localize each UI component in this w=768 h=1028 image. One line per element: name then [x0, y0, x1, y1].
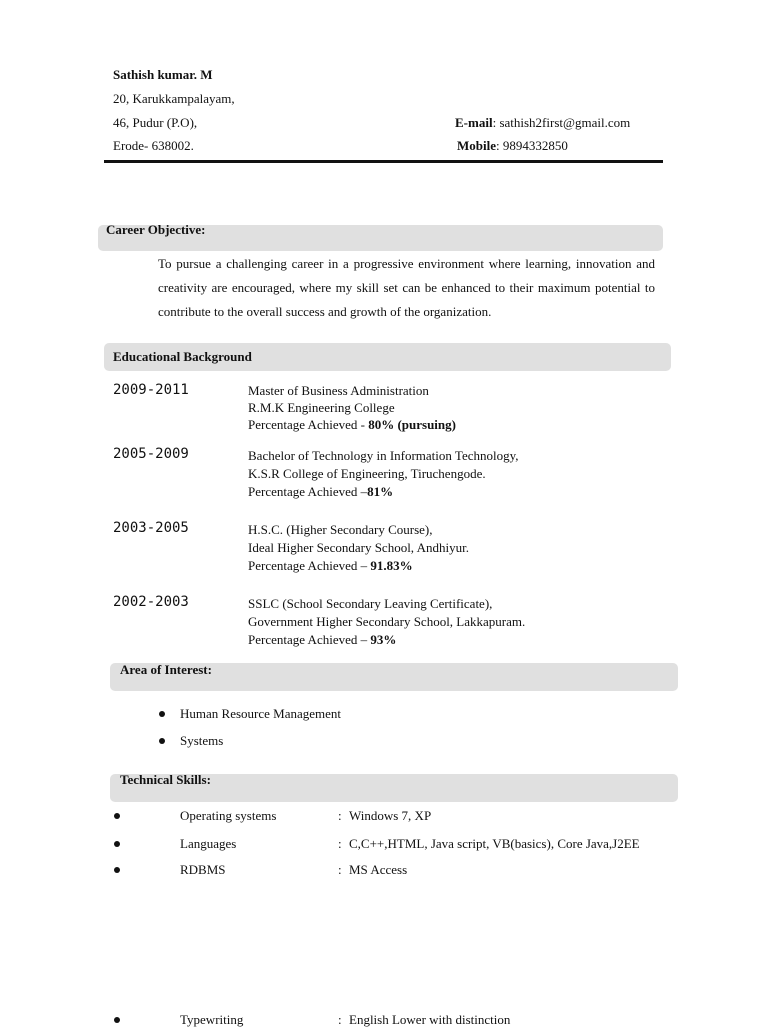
address-line-1: 20, Karukkampalayam,	[113, 91, 235, 106]
email-label: E-mail	[455, 115, 493, 130]
education-degree: Bachelor of Technology in Information Technology,	[248, 448, 519, 463]
education-percentage: Percentage Achieved – 93%	[248, 632, 397, 647]
interest-heading: Area of Interest:	[120, 662, 212, 677]
interest-item: Human Resource Management	[180, 706, 342, 721]
education-degree: H.S.C. (Higher Secondary Course),	[248, 522, 433, 537]
mobile-line: Mobile: 9894332850	[457, 138, 568, 153]
education-years: 2005-2009	[113, 446, 189, 462]
education-school: R.M.K Engineering College	[248, 400, 395, 415]
education-percentage: Percentage Achieved –81%	[248, 484, 394, 499]
skill-label: Operating systems	[180, 808, 277, 823]
interest-bar	[110, 663, 678, 691]
education-school: K.S.R College of Engineering, Tiruchengode.	[248, 466, 486, 481]
bullet-icon	[114, 867, 120, 873]
career-objective-heading: Career Objective:	[106, 222, 206, 237]
skill-label: RDBMS	[180, 862, 226, 877]
education-heading: Educational Background	[113, 349, 252, 364]
candidate-name: Sathish kumar. M	[113, 67, 213, 82]
skills-heading: Technical Skills:	[120, 772, 211, 787]
education-entry	[248, 521, 469, 575]
education-school: Government Higher Secondary School, Lakkapuram.	[248, 614, 526, 629]
skill-separator: :	[338, 808, 342, 823]
education-bar	[104, 343, 671, 371]
skill-value: MS Access	[349, 862, 408, 877]
education-entry	[248, 595, 525, 649]
education-entry	[248, 447, 519, 501]
mobile-value: 9894332850	[502, 138, 568, 153]
education-years: 2002-2003	[113, 594, 189, 610]
bullet-icon	[114, 841, 120, 847]
bullet-icon	[159, 738, 165, 744]
education-entry	[248, 382, 456, 433]
email-line: E-mail: sathish2first@gmail.com	[455, 115, 631, 130]
education-percentage: Percentage Achieved - 80% (pursuing)	[248, 417, 456, 432]
skill-value: English Lower with distinction	[349, 1012, 511, 1027]
education-degree: Master of Business Administration	[248, 383, 429, 398]
career-objective-bar	[98, 222, 663, 251]
education-school: Ideal Higher Secondary School, Andhiyur.	[248, 540, 469, 555]
mobile-label: Mobile	[457, 138, 496, 153]
education-degree: SSLC (School Secondary Leaving Certificate),	[248, 596, 493, 611]
email-value: sathish2first@gmail.com	[499, 115, 631, 130]
education-percentage: Percentage Achieved – 91.83%	[248, 558, 413, 573]
bullet-icon	[114, 1017, 120, 1023]
address-line-2: 46, Pudur (P.O),	[113, 115, 198, 130]
skill-value: C,C++,HTML, Java script, VB(basics), Core Java,J2EE	[349, 836, 640, 851]
interest-item: Systems	[180, 733, 224, 748]
education-years: 2003-2005	[113, 520, 189, 536]
career-objective-text: To pursue a challenging career in a progressive environment where learning, innovation and creativity are encouraged, where my skill set can be enhanced to their maximum potential to contribute to the overall success and growth of the organization.	[158, 256, 655, 319]
skill-label: Languages	[180, 836, 237, 851]
bullet-icon	[114, 813, 120, 819]
skill-value: Windows 7, XP	[349, 808, 432, 823]
skill-separator: :	[338, 1012, 342, 1027]
education-years: 2009-2011	[113, 382, 189, 398]
skill-separator: :	[338, 862, 342, 877]
header-divider	[104, 160, 663, 163]
skill-separator: :	[338, 836, 342, 851]
skills-bar	[110, 774, 678, 802]
bullet-icon	[159, 711, 165, 717]
address-line-3: Erode- 638002.	[113, 138, 194, 153]
skill-label: Typewriting	[180, 1012, 244, 1027]
